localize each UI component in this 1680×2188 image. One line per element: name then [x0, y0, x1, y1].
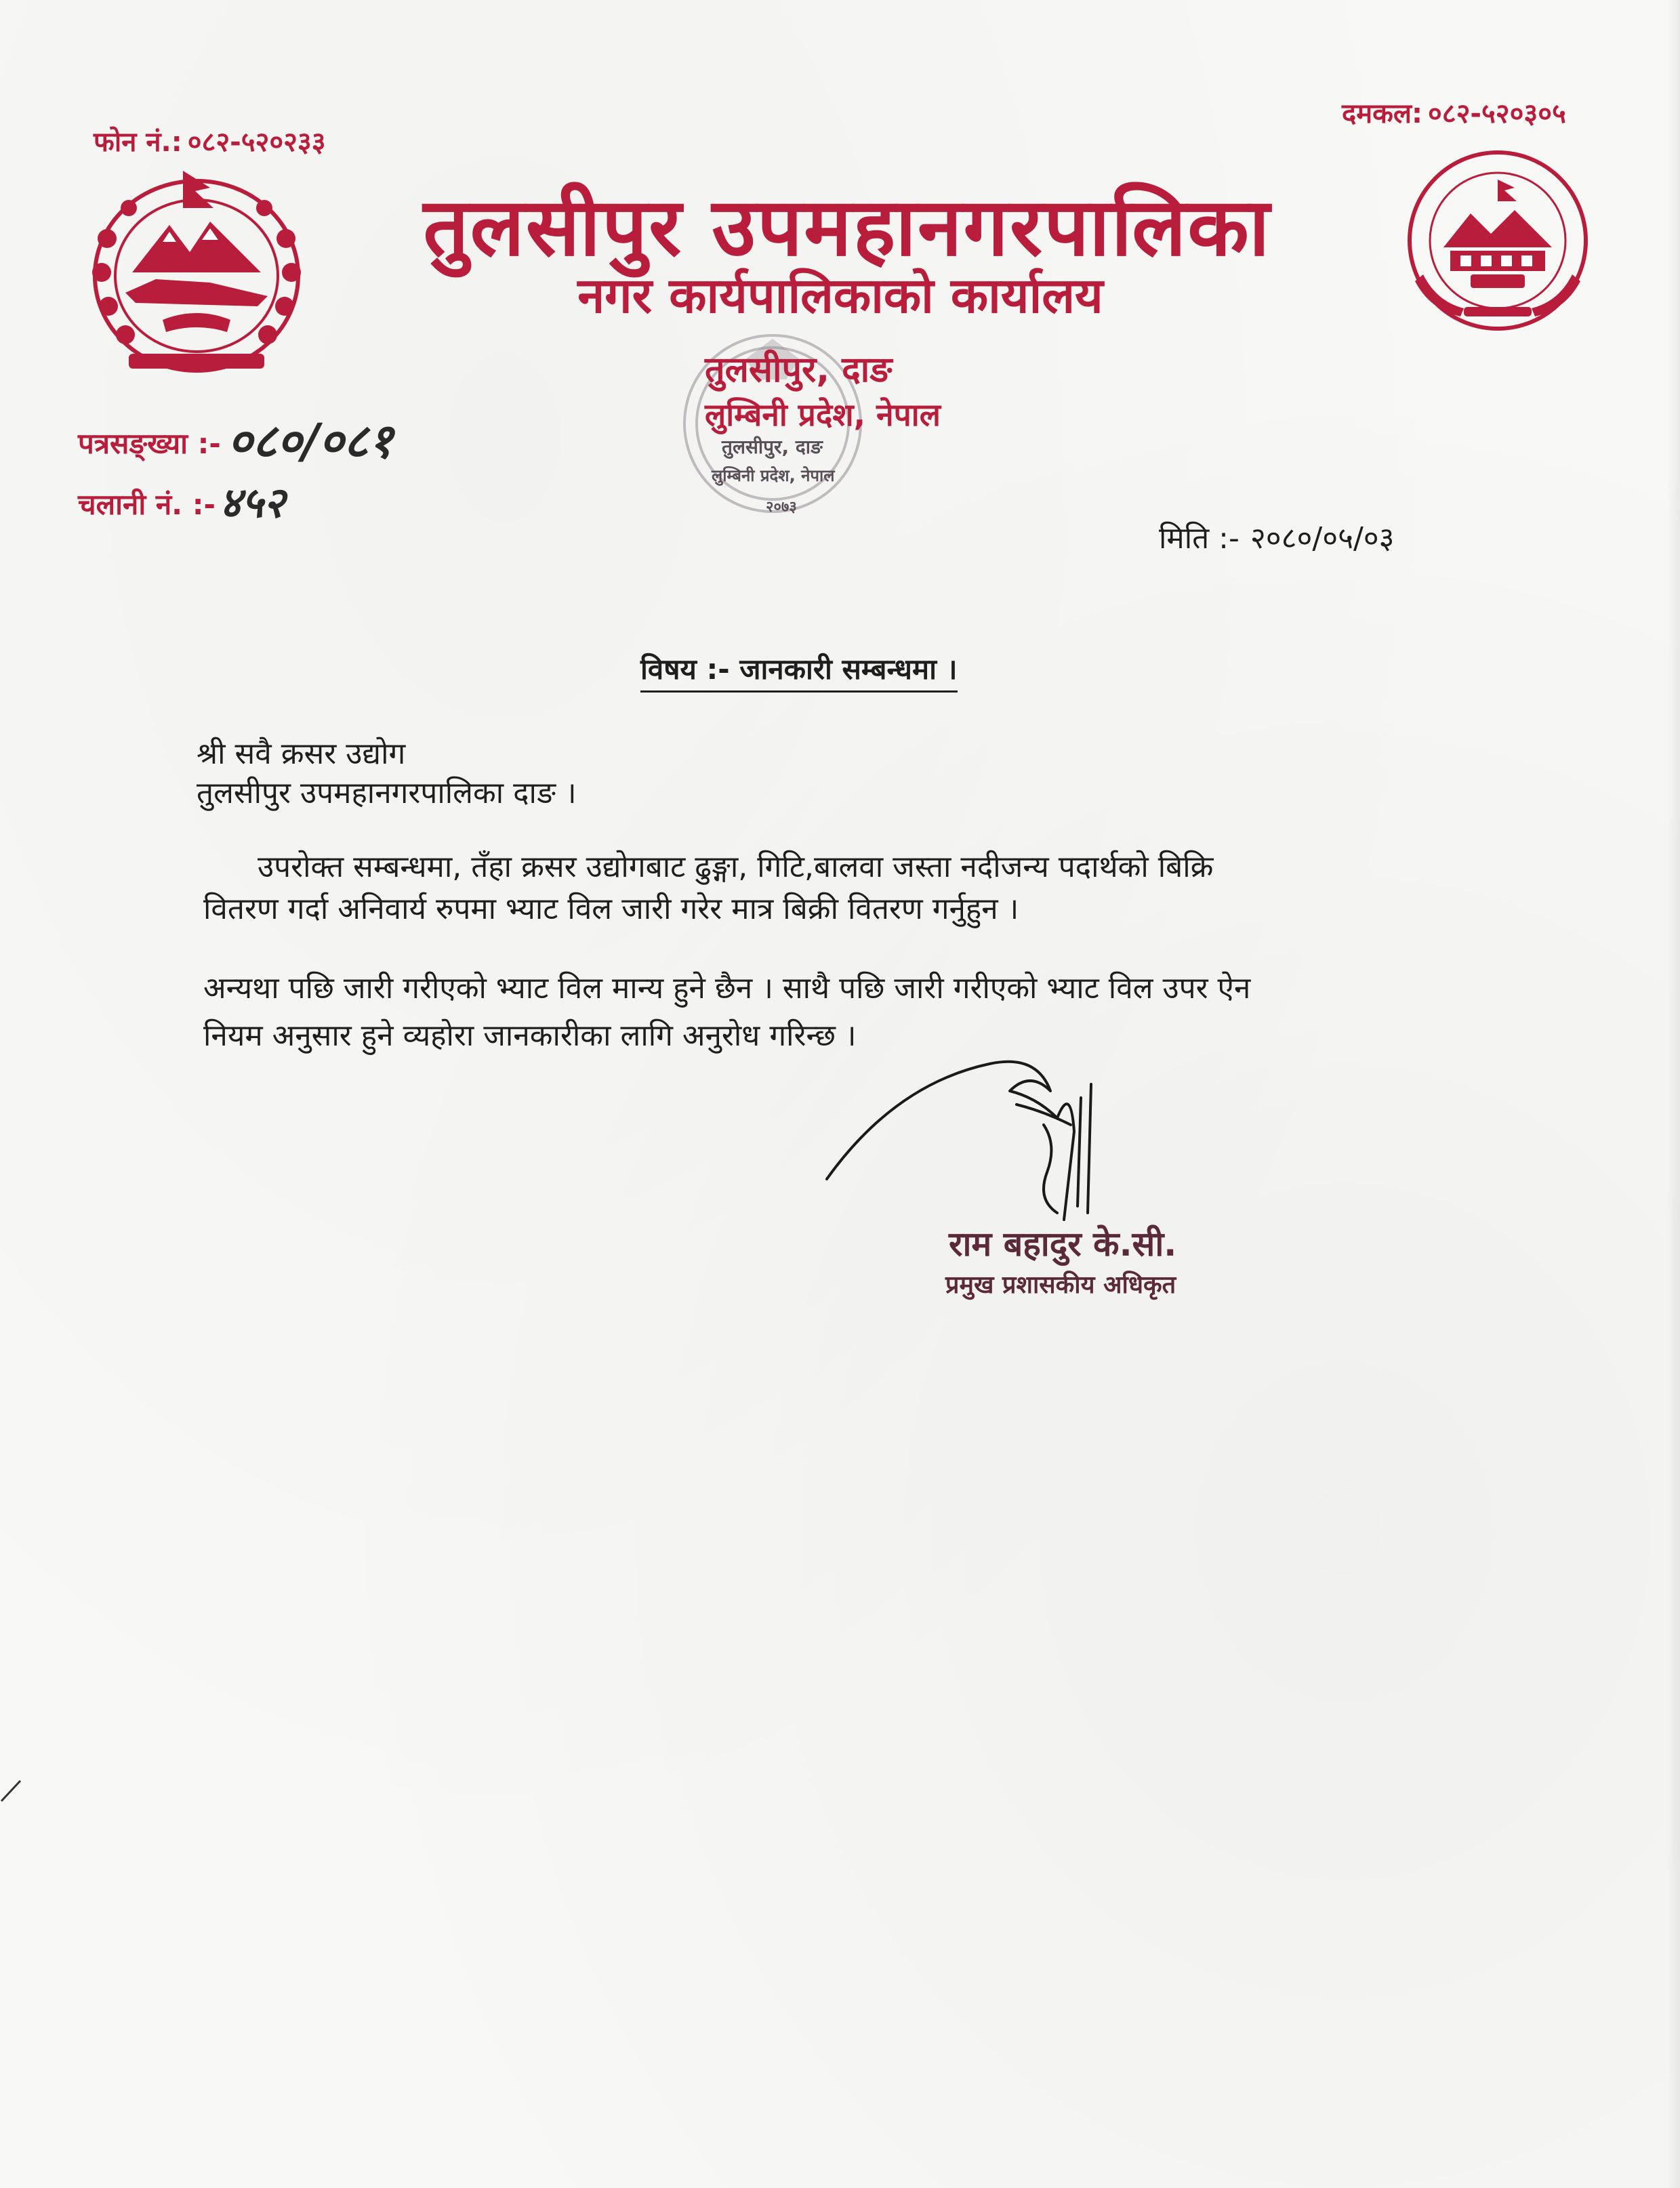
date-line [1159, 516, 1395, 557]
dispatch-number-label: चलानी नं. :- [78, 488, 216, 521]
city-line: तुलसीपुर, दाङ [705, 350, 893, 390]
phone-number: ०८२-५२०२३३ [187, 127, 326, 158]
letter-number-value: ०८०/०८१ [227, 413, 393, 469]
letter-number [78, 407, 393, 472]
nepal-national-emblem-icon [75, 157, 319, 388]
date-value: २०८०/०५/०३ [1250, 521, 1395, 556]
dispatch-number [78, 473, 285, 530]
stamp-line-1: तुलसीपुर, दाङ [722, 436, 823, 458]
office-title: नगर कार्यपालिकाको कार्यालय [577, 267, 1103, 324]
body-paragraph-2-line-2: नियम अनुसार हुने व्यहोरा जानकारीका लागि अनुरोध गरिन्छ । [203, 1018, 857, 1053]
paper-edge-shadow [1667, 0, 1680, 2188]
handwritten-signature-icon [813, 1044, 1193, 1247]
body-paragraph-1-line-1: उपरोक्त सम्बन्धमा, तँहा क्रसर उद्योगबाट ढुङ्गा, गिटि,बालवा जस्ता नदीजन्य पदार्थको बिक्रि [258, 850, 1214, 884]
stamp-year: २०७३ [766, 499, 797, 516]
phone-label: फोन नं.: [94, 127, 182, 158]
subject-line: विषय :- जानकारी सम्बन्धमा । [640, 649, 958, 693]
province-line: लुम्बिनी प्रदेश, नेपाल [705, 396, 941, 433]
fire-label: दमकल: [1342, 98, 1422, 129]
margin-pen-mark [0, 1775, 27, 1802]
phone-line [94, 122, 326, 159]
body-paragraph-2-line-1: अन्यथा पछि जारी गरीएको भ्याट विल मान्य हुने छैन । साथै पछि जारी गरीएको भ्याट विल उपर ऐन [203, 971, 1251, 1006]
municipality-logo-icon [1396, 139, 1599, 342]
signatory-name: राम बहादुर के.सी. [949, 1224, 1177, 1264]
addressee-line-2: तुलसीपुर उपमहानगरपालिका दाङ । [197, 776, 577, 810]
date-label: मिति :- [1159, 521, 1239, 556]
stamp-line-2: लुम्बिनी प्रदेश, नेपाल [712, 466, 835, 485]
signatory-title: प्रमुख प्रशासकीय अधिकृत [945, 1271, 1176, 1299]
letter-number-label: पत्रसङ्ख्या :- [78, 427, 221, 460]
addressee-line-1: श्री सवै क्रसर उद्योग [197, 737, 406, 771]
municipality-title: तुलसीपुर उपमहानगरपालिका [423, 180, 1271, 274]
dispatch-number-value: ४५२ [219, 478, 285, 527]
fire-number: ०८२-५२०३०५ [1428, 98, 1566, 129]
body-paragraph-1-line-2: वितरण गर्दा अनिवार्य रुपमा भ्याट विल जारी गरेर मात्र बिक्री वितरण गर्नुहुन । [203, 892, 1019, 926]
fire-line [1342, 94, 1566, 131]
